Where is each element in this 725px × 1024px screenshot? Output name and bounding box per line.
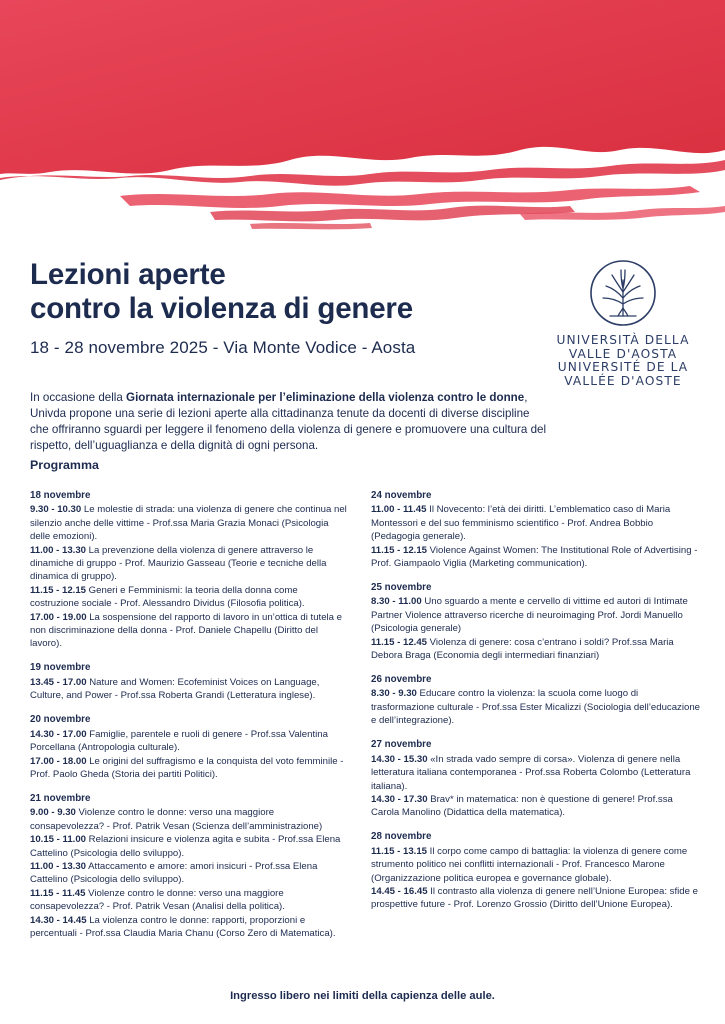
day-date: 27 novembre [371, 739, 432, 751]
title-line-1: Lezioni aperte [30, 258, 226, 291]
intro-text-end: , Univda propone una serie di lezioni aperte alla cittadinanza tenute da docenti di diverse discipline che offriranno sguardi per leggere il fenomeno della violenza di genere e promuovere una cultura del rispetto, dell’uguaglianza e della dignità di ogni persona. [30, 390, 547, 453]
program-event [371, 544, 701, 571]
event-description: Educare contro la violenza: la scuola come luogo di trasformazione culturale - Prof.ssa Ester Micalizzi (Sociologia dell’educazione e dell’integrazione). [371, 688, 700, 727]
event-time: 14.45 - 16.45 [371, 885, 428, 897]
event-description: Violence Against Women: The Institutional Role of Advertising - Prof. Giampaolo Viglia (Marketing communication). [371, 544, 698, 570]
program-event [30, 611, 348, 651]
program-event [30, 755, 348, 782]
title-line-2: contro la violenza di genere [30, 292, 413, 325]
day-date: 18 novembre [30, 490, 91, 501]
event-time: 11.15 - 13.15 [371, 845, 428, 857]
event-description: Violenze contro le donne: verso una maggiore consapevolezza? - Prof. Patrik Vesan (Analisi della politica). [30, 887, 285, 913]
day-date: 21 novembre [30, 792, 91, 804]
event-time: 11.00 - 13.30 [30, 860, 87, 872]
event-description: Le molestie di strada: una violenza di genere che continua nel silenzio anche delle vittime - Prof.ssa Maria Grazia Monaci (Psicologia delle emozioni). [30, 504, 347, 543]
event-time: 10.15 - 11.00 [30, 834, 87, 846]
event-time: 9.30 - 10.30 [30, 504, 82, 516]
event-description: La sospensione del rapporto di lavoro in un’ottica di tutela e non discriminazione della donna - Prof. Daniele Chapellu (Diritto del lavoro). [30, 611, 343, 650]
event-time: 9.00 - 9.30 [30, 807, 76, 819]
intro-text-start: In occasione della [30, 390, 127, 404]
program-day [371, 489, 701, 570]
tree-emblem-icon [588, 258, 658, 328]
event-description: Violenze contro le donne: verso una maggiore consapevolezza? - Prof. Patrik Vesan (Scienza dell’amministrazione) [30, 807, 323, 832]
event-description: Relazioni insicure e violenza agita e subita - Prof.ssa Elena Cattelino (Psicologia dello sviluppo). [30, 834, 341, 859]
program-event [371, 636, 701, 663]
event-description: Il corpo come campo di battaglia: la violenza di genere come strumento politico nei conflitti internazionali - Prof. Francesco Marone (Organizzazione politica europea e governance globale). [371, 845, 688, 884]
university-logo [548, 258, 698, 388]
program-day [30, 713, 348, 781]
program-day [371, 830, 701, 911]
day-date: 19 novembre [30, 662, 91, 674]
event-time: 13.45 - 17.00 [30, 676, 87, 688]
event-time: 14.30 - 17.00 [30, 728, 87, 740]
program-event [30, 806, 348, 833]
program-event [371, 845, 701, 885]
logo-name-line-3: UNIVERSITÉ DE LA [557, 360, 689, 374]
event-time: 14.30 - 17.30 [371, 793, 428, 805]
program-event [371, 503, 701, 543]
event-description: Famiglie, parentele e ruoli di genere - Prof.ssa Valentina Porcellana (Antropologia culturale). [30, 728, 328, 754]
program-event [371, 885, 701, 912]
event-time: 11.15 - 11.45 [30, 887, 86, 899]
program-day [30, 661, 348, 702]
intro-paragraph [30, 390, 550, 455]
day-date: 26 novembre [371, 674, 432, 686]
event-description: Attaccamento e amore: amori insicuri - Prof.ssa Elena Cattelino (Psicologia dello sviluppo). [30, 860, 318, 886]
event-time: 11.15 - 12.45 [371, 636, 428, 648]
program-event [30, 544, 348, 584]
event-description: La violenza contro le donne: rapporti, proporzioni e percentuali - Prof.ssa Claudia Maria Chanu (Corso Zero di Matematica). [30, 914, 336, 939]
program-event [30, 860, 348, 887]
program-column-left [30, 489, 348, 951]
event-time: 17.00 - 19.00 [30, 611, 87, 623]
program-event [30, 887, 348, 914]
event-time: 8.30 - 11.00 [371, 596, 422, 608]
event-description: Brav* in matematica: non è questione di genere! Prof.ssa Carola Manolino (Didattica della matematica). [371, 793, 673, 819]
event-description: Nature and Women: Ecofeminist Voices on Language, Culture, and Power - Prof.ssa Roberta Grandi (Letteratura inglese). [30, 676, 320, 702]
program-day [371, 581, 701, 662]
event-time: 11.00 - 11.45 [371, 504, 427, 516]
event-time: 17.00 - 18.00 [30, 755, 87, 767]
program-event [30, 584, 348, 611]
event-dates-location: 18 - 28 novembre 2025 - Via Monte Vodice - Aosta [30, 338, 416, 357]
event-description: «In strada vado sempre di corsa». Violenza di genere nella letteratura italiana contemporanea - Prof.ssa Roberta Colombo (Letteratura italiana). [371, 753, 691, 792]
program-day [30, 489, 348, 651]
event-description: Violenza di genere: cosa c’entrano i soldi? Prof.ssa Maria Debora Braga (Economia degli intermediari finanziari) [371, 636, 674, 662]
event-time: 14.30 - 14.45 [30, 914, 87, 926]
program-event [30, 728, 348, 755]
event-description: La prevenzione della violenza di genere attraverso le dinamiche di gruppo - Prof. Maurizio Gasseau (Teorie e tecniche della dinamica di gruppo). [30, 544, 327, 583]
event-description: Uno sguardo a mente e cervello di vittime ed autori di Intimate Partner Violence attraverso ricerche di neuroimaging Prof. Jordi Manuello (Psicologia generale) [371, 596, 688, 635]
program-heading: Programma [30, 458, 99, 472]
program-event [371, 753, 701, 793]
program-event [371, 687, 701, 727]
logo-name-line-2: VALLE D'AOSTA [568, 346, 678, 361]
day-date: 25 novembre [371, 582, 432, 594]
program-day [30, 792, 348, 940]
program-day [371, 738, 701, 819]
event-time: 11.15 - 12.15 [30, 584, 87, 596]
program-event [30, 914, 348, 941]
intro-highlight: Giornata internazionale per l’eliminazione della violenza contro le donne [126, 390, 525, 404]
program-event [30, 833, 348, 860]
program-event [30, 676, 348, 703]
logo-name-line-4: VALLÉE D'AOSTE [564, 373, 682, 388]
program-day [371, 673, 701, 728]
day-date: 28 novembre [371, 831, 432, 843]
event-time: 11.15 - 12.15 [371, 544, 428, 556]
event-description: Il Novecento: l’età dei diritti. L’emblematico caso di Maria Montessori e del suo femminismo scientifico - Prof. Andrea Bobbio (Pedagogia generale). [371, 504, 671, 543]
program-event [30, 503, 348, 543]
event-description: Il contrasto alla violenza di genere nell’Unione Europea: sfide e prospettive future - Prof. Lorenzo Grossio (Diritto dell’Unione Europea). [371, 885, 698, 911]
event-description: Le origini del suffragismo e la conquista del voto femminile - Prof. Paolo Gheda (Storia dei partiti Politici). [30, 755, 344, 780]
program-column-right [371, 489, 701, 922]
event-time: 11.00 - 13.30 [30, 544, 87, 556]
logo-name-line-1: UNIVERSITÀ DELLA [556, 333, 690, 347]
event-time: 14.30 - 15.30 [371, 753, 428, 765]
event-description: Generi e Femminismi: la teoria della donna come costruzione sociale - Prof. Alessandro Dividus (Filosofia politica). [30, 584, 305, 610]
footer-note: Ingresso libero nei limiti della capienza delle aule. [230, 990, 495, 1002]
day-date: 24 novembre [371, 490, 432, 501]
day-date: 20 novembre [30, 714, 91, 726]
page-title [30, 258, 413, 326]
program-event [371, 595, 701, 635]
event-time: 8.30 - 9.30 [371, 688, 417, 700]
red-watercolor-banner [0, 0, 725, 232]
program-event [371, 793, 701, 820]
